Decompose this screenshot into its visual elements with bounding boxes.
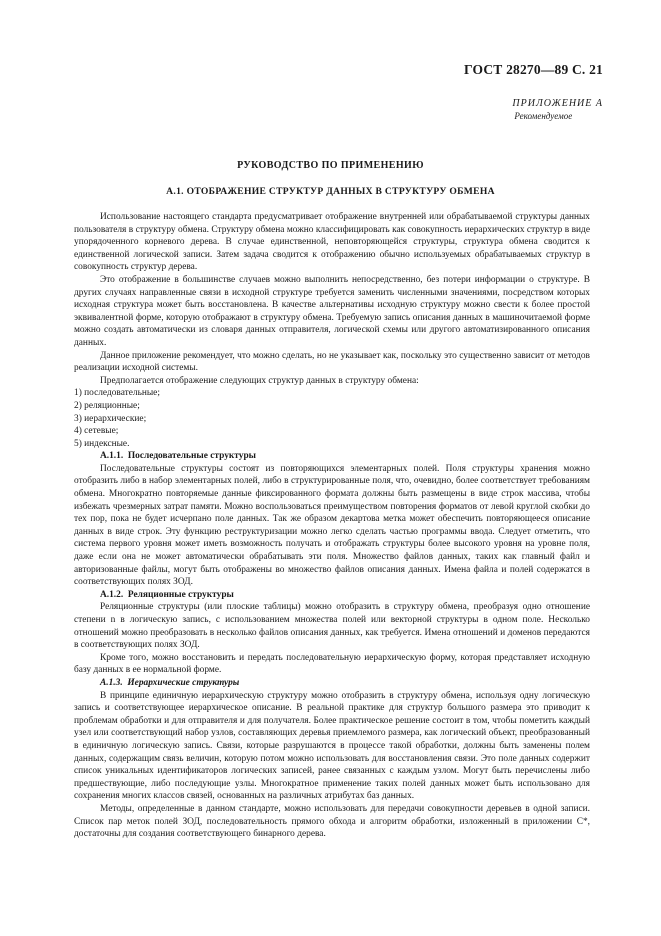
subsection-title: Иерархические структуры — [127, 677, 240, 688]
list-item: 3) иерархические; — [74, 413, 147, 424]
subsection-number: А.1.1. — [100, 451, 124, 462]
paragraph: Методы, определенные в данном стандарте, можно использовать для передачи совокупности деревьев в одной записи. Список пар меток полей ЗОД, последовательность прямого обхода и алгоритм обработки, изложенный в приложении С*, достаточны для создания соответствующего бинарного дерева. — [74, 803, 590, 840]
paragraph: Последовательные структуры состоят из повторяющихся элементарных полей. Поля структуры хранения можно отобразить либо в набор элементарных полей, либо в структурированные поля, что, очевидно, более соответствует требованиям обмена. Многократно повторяемые данные фиксированного формата должны быть размещены в виде строк массива, чтобы избежать чрезмерных затрат памяти. Можно воспользоваться преимуществом повторения форматов от левой круглой скобки до тех пор, пока не будет исчерпано поле данных. Так же образом декартова метка может обеспечить повторяющееся описание данных в виде строк. Эту функцию реструктуризации можно легко сделать частью программы ввода. Следует отметить, что система первого уровня может иметь возможность получать и отображать структуры более высокого уровня на уровне поля, даже если она не может автоматически обрабатывать эти поля. Множество файлов данных, таких как главный файл и авторизованные файлы, могут быть отображены во множество файлов описания данных. Имена файла и полей содержатся в соответствующих полях ЗОД. — [74, 463, 590, 588]
appendix-block — [512, 97, 603, 123]
subsection-number: А.1.3. — [100, 677, 123, 688]
structure-list — [74, 387, 590, 450]
subsection-title: Последовательные структуры — [127, 451, 256, 462]
subsection-heading — [74, 677, 590, 690]
paragraph: В принципе единичную иерархическую структуру можно отобразить в структуру обмена, используя одну логическую запись и соответствующее иерархическое описание. В реальной практике для структур большого размера это приводит к проблемам обработки и для отправителя и для получателя. Более практическое решение состоит в том, чтобы пометить каждый узел или соответствующий набор узлов, составляющих деревья приемлемого размера, как логический объект, преобразованный в единичную логическую запись. Связи, которые разрушаются в процессе такой обработки, должны быть заменены полем данных, содержащим связь величин, которую потом можно использовать для восстановления связи. Это поле данных содержит список уникальных идентификаторов логических записей, ранее связанных с каждым узлом. Могут быть перечислены либо предшествующие, либо последующие узлы. Многократное применение таких полей данных может быть использовано для сохранения многих классов связей, основанных на различных атрибутах баз данных. — [74, 690, 590, 802]
paragraph: Использование настоящего стандарта предусматривает отображение внутренней или обрабатываемой структуры данных пользователя в структуру обмена. Структуру обмена можно классифицировать как совокупность иерархических структур в виде упорядоченного корневого дерева. В случае единственной, неповторяющейся структуры, структура обмена сводится к единственной логической записи. Затем задача сводится к отображению обычно используемых обрабатываемых структур в совокупность структур дерева. — [74, 212, 590, 273]
paragraph: Это отображение в большинстве случаев можно выполнить непосредственно, без потери информации о структуре. В других случаях направленные связи в исходной структуре требуется заменить численными значениями, посредством которых исходная структура может быть восстановлена. В качестве альтернативы исходную структуру можно свести к более простой эквивалентной форме, которую отображают в структуру обмена. Требуемую запись описания данных в машиночитаемой форме можно создать автоматически из словаря данных отправителя, логической схемы или другого автоматизированного описания данных. — [74, 274, 590, 348]
paragraph: Реляционные структуры (или плоские таблицы) можно отобразить в структуру обмена, преобразуя одно отношение степени n в логическую запись, с использованием множества полей или векторной структуры в одном поле. Несколько отношений можно преобразовать в несколько файлов описания данных, как требуется. Имена отношений и доменов передаются в соответствующих полях ЗОД. — [74, 602, 590, 651]
list-item: 1) последовательные; — [74, 388, 160, 399]
subsection-heading — [74, 450, 590, 463]
page-header-doc-ref: ГОСТ 28270—89 С. 21 — [464, 62, 603, 77]
paragraph: Данное приложение рекомендует, что можно сделать, но не указывает как, поскольку это существенно зависит от методов реализации исходной системы. — [74, 350, 590, 374]
paragraph: Предполагается отображение следующих структур данных в структуру обмена: — [100, 375, 419, 386]
list-item: 5) индексные. — [74, 438, 130, 449]
document-title: РУКОВОДСТВО ПО ПРИМЕНЕНИЮ — [237, 160, 424, 171]
document-body — [74, 211, 590, 841]
section-title: А.1. ОТОБРАЖЕНИЕ СТРУКТУР ДАННЫХ В СТРУКТУРУ ОБМЕНА — [166, 186, 495, 197]
appendix-status: Рекомендуемое — [514, 111, 573, 121]
subsection-heading — [74, 589, 590, 602]
paragraph: Кроме того, можно восстановить и передать последовательную иерархическую форму, которая представляет исходную базу данных в ее нормальной форме. — [74, 652, 590, 676]
appendix-label: ПРИЛОЖЕНИЕ А — [512, 98, 603, 109]
list-item: 2) реляционные; — [74, 400, 140, 411]
subsection-title: Реляционные структуры — [127, 589, 234, 600]
list-item: 4) сетевые; — [74, 426, 119, 437]
subsection-number: А.1.2. — [100, 589, 124, 600]
